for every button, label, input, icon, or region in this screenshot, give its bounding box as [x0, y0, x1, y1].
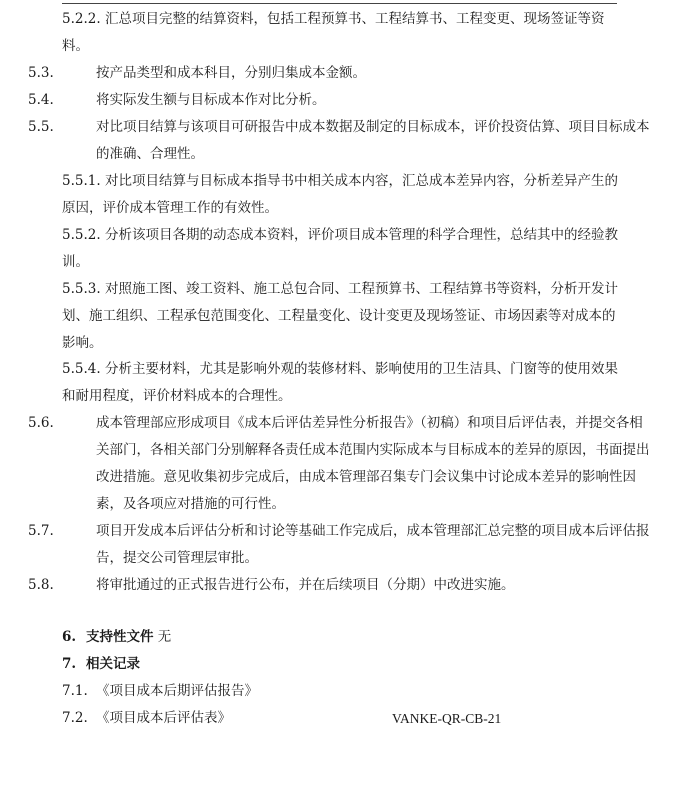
item-text: 汇总项目完整的结算资料，包括工程预算书、工程结算书、工程变更、现场签证等资料。: [62, 11, 605, 54]
item-text: 将实际发生额与目标成本作对比分析。: [96, 92, 326, 108]
item-number: 5.2.2.: [62, 11, 101, 27]
item-number: 5.5.: [28, 119, 54, 135]
item-number: 5.4.: [28, 92, 54, 108]
item-5-5: [28, 114, 656, 168]
item-text: 《项目成本后期评估报告》: [96, 683, 258, 699]
item-text: 按产品类型和成本科目，分别归集成本金额。: [96, 65, 366, 81]
item-5-7: [28, 518, 656, 572]
item-number: 7.2.: [62, 710, 88, 726]
section-number: 7.: [62, 656, 77, 672]
item-5-5-4: [62, 356, 622, 410]
record-7-2: [62, 705, 622, 732]
section-title: 支持性文件: [86, 629, 154, 645]
section-title: 相关记录: [86, 656, 140, 672]
record-7-1: [62, 678, 622, 705]
item-text: 分析该项目各期的动态成本资料，评价项目成本管理的科学合理性，总结其中的经验教训。: [62, 227, 618, 270]
item-text: 《项目成本后评估表》: [96, 710, 231, 726]
item-5-5-1: [62, 168, 622, 222]
item-text: 对比项目结算与该项目可研报告中成本数据及制定的目标成本，评价投资估算、项目目标成本的准确、合理性。: [96, 119, 650, 162]
item-number: 5.8.: [28, 577, 54, 593]
section-number: 6.: [62, 629, 77, 645]
item-number: 5.5.3.: [62, 281, 101, 297]
item-text: 对照施工图、竣工资料、施工总包合同、工程预算书、工程结算书等资料，分析开发计划、施工组织、工程承包范围变化、工程量变化、设计变更及现场签证、市场因素等对成本的影响。: [62, 281, 618, 351]
item-5-6: [28, 410, 656, 518]
item-text: 对比项目结算与目标成本指导书中相关成本内容，汇总成本差异内容，分析差异产生的原因，评价成本管理工作的有效性。: [62, 173, 618, 216]
item-5-3: [28, 60, 656, 87]
header-rule: [62, 3, 617, 4]
item-number: 5.6.: [28, 415, 54, 431]
item-number: 5.7.: [28, 523, 54, 539]
item-number: 5.5.4.: [62, 361, 101, 377]
item-text: 将审批通过的正式报告进行公布，并在后续项目（分期）中改进实施。: [96, 577, 515, 593]
item-5-4: [28, 87, 656, 114]
record-code: VANKE-QR-CB-21: [392, 711, 502, 726]
item-text: 成本管理部应形成项目《成本后评估差异性分析报告》（初稿）和项目后评估表，并提交各相关部门，各相关部门分别解释各责任成本范围内实际成本与目标成本的差异的原因，书面提出改进措施。意见收集初步完成后，由成本管理部召集专门会议集中讨论成本差异的影响性因素，及各项应对措施的可行性。: [96, 415, 650, 512]
item-5-2-2: [62, 6, 622, 60]
item-5-5-2: [62, 222, 622, 276]
section-value: 无: [157, 629, 172, 645]
item-text: 分析主要材料，尤其是影响外观的装修材料、影响使用的卫生洁具、门窗等的使用效果和耐用程度，评价材料成本的合理性。: [62, 361, 618, 404]
item-text: 项目开发成本后评估分析和讨论等基础工作完成后，成本管理部汇总完整的项目成本后评估报告，提交公司管理层审批。: [96, 523, 650, 566]
section-7: [62, 651, 622, 678]
item-5-8: [28, 572, 656, 599]
item-number: 7.1.: [62, 683, 88, 699]
section-6: [62, 624, 622, 651]
item-number: 5.5.1.: [62, 173, 101, 189]
item-number: 5.3.: [28, 65, 54, 81]
item-number: 5.5.2.: [62, 227, 101, 243]
item-5-5-3: [62, 276, 622, 357]
